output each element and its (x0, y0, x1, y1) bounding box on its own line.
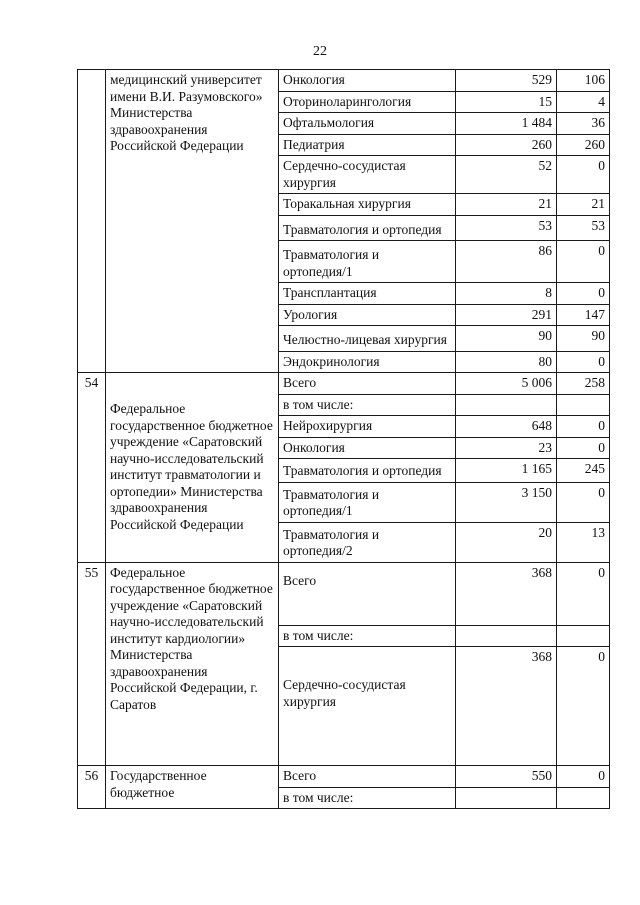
value-cell: 260 (557, 134, 610, 156)
value-cell: 0 (557, 437, 610, 459)
value-cell (557, 394, 610, 416)
specialty-cell: Онкология (279, 437, 456, 459)
value-cell: 648 (456, 416, 557, 438)
value-cell: 529 (456, 70, 557, 92)
specialty-cell: в том числе: (279, 625, 456, 647)
specialty-cell: Офтальмология (279, 113, 456, 135)
specialty-cell: Торакальная хирургия (279, 194, 456, 216)
value-cell: 260 (456, 134, 557, 156)
table-row (78, 70, 610, 92)
row-number-cell: 54 (78, 373, 106, 563)
value-cell (557, 625, 610, 647)
value-cell: 4 (557, 91, 610, 113)
value-cell: 3 150 (456, 482, 557, 522)
value-cell: 368 (456, 562, 557, 625)
value-cell: 0 (557, 416, 610, 438)
value-cell: 1 165 (456, 459, 557, 483)
specialty-cell: Травматология и ортопедия (279, 459, 456, 483)
value-cell: 21 (557, 194, 610, 216)
value-cell (456, 394, 557, 416)
row-number-cell: 56 (78, 766, 106, 809)
specialty-cell: Педиатрия (279, 134, 456, 156)
value-cell: 86 (456, 241, 557, 283)
value-cell: 21 (456, 194, 557, 216)
table-row (78, 766, 610, 788)
value-cell: 52 (456, 156, 557, 194)
specialty-cell: Урология (279, 304, 456, 326)
value-cell: 80 (456, 351, 557, 373)
value-cell: 8 (456, 283, 557, 305)
specialty-cell: Всего (279, 562, 456, 625)
value-cell (557, 787, 610, 809)
value-cell: 0 (557, 351, 610, 373)
value-cell (456, 787, 557, 809)
specialty-cell: в том числе: (279, 394, 456, 416)
value-cell: 15 (456, 91, 557, 113)
organization-cell: Государственное бюджетное (106, 766, 279, 809)
value-cell: 23 (456, 437, 557, 459)
value-cell: 0 (557, 647, 610, 766)
value-cell: 0 (557, 766, 610, 788)
value-cell: 0 (557, 156, 610, 194)
value-cell: 368 (456, 647, 557, 766)
table-row (78, 373, 610, 395)
organization-cell: медицинский университет имени В.И. Разумовского» Министерства здравоохранения Российской Федерации (106, 70, 279, 373)
specialty-cell: в том числе: (279, 787, 456, 809)
specialty-cell: Трансплантация (279, 283, 456, 305)
specialty-cell: Травматология и ортопедия/1 (279, 482, 456, 522)
value-cell: 106 (557, 70, 610, 92)
specialty-cell: Травматология и ортопедия/2 (279, 522, 456, 562)
organization-cell: Федеральное государственное бюджетное учреждение «Саратовский научно-исследовательский институт кардиологии» Министерства здравоохранения Российской Федерации, г. Саратов (106, 562, 279, 766)
value-cell: 0 (557, 283, 610, 305)
value-cell: 291 (456, 304, 557, 326)
specialty-cell: Всего (279, 766, 456, 788)
value-cell: 13 (557, 522, 610, 562)
value-cell: 90 (557, 326, 610, 352)
value-cell: 245 (557, 459, 610, 483)
value-cell: 53 (456, 215, 557, 241)
specialty-cell: Оториноларингология (279, 91, 456, 113)
specialty-cell: Эндокринология (279, 351, 456, 373)
value-cell: 20 (456, 522, 557, 562)
value-cell: 550 (456, 766, 557, 788)
value-cell: 36 (557, 113, 610, 135)
organization-cell: Федеральное государственное бюджетное учреждение «Саратовский научно-исследовательский институт травматологии и ортопедии» Министерства здравоохранения Российской Федерации (106, 373, 279, 563)
table-row (78, 562, 610, 625)
specialty-cell: Нейрохирургия (279, 416, 456, 438)
value-cell: 0 (557, 482, 610, 522)
value-cell: 0 (557, 562, 610, 625)
row-number-cell: 55 (78, 562, 106, 766)
value-cell: 1 484 (456, 113, 557, 135)
specialty-cell: Онкология (279, 70, 456, 92)
specialty-cell: Челюстно-лицевая хирургия (279, 326, 456, 352)
page-number: 22 (313, 44, 327, 59)
specialty-cell: Сердечно-сосудистая хирургия (279, 156, 456, 194)
specialty-cell: Всего (279, 373, 456, 395)
specialty-cell: Травматология и ортопедия (279, 215, 456, 241)
value-cell (456, 625, 557, 647)
specialty-cell: Травматология и ортопедия/1 (279, 241, 456, 283)
value-cell: 258 (557, 373, 610, 395)
specialty-cell: Сердечно-сосудистая хирургия (279, 647, 456, 766)
value-cell: 5 006 (456, 373, 557, 395)
value-cell: 0 (557, 241, 610, 283)
data-table (77, 69, 610, 809)
row-number-cell (78, 70, 106, 373)
value-cell: 90 (456, 326, 557, 352)
value-cell: 147 (557, 304, 610, 326)
value-cell: 53 (557, 215, 610, 241)
